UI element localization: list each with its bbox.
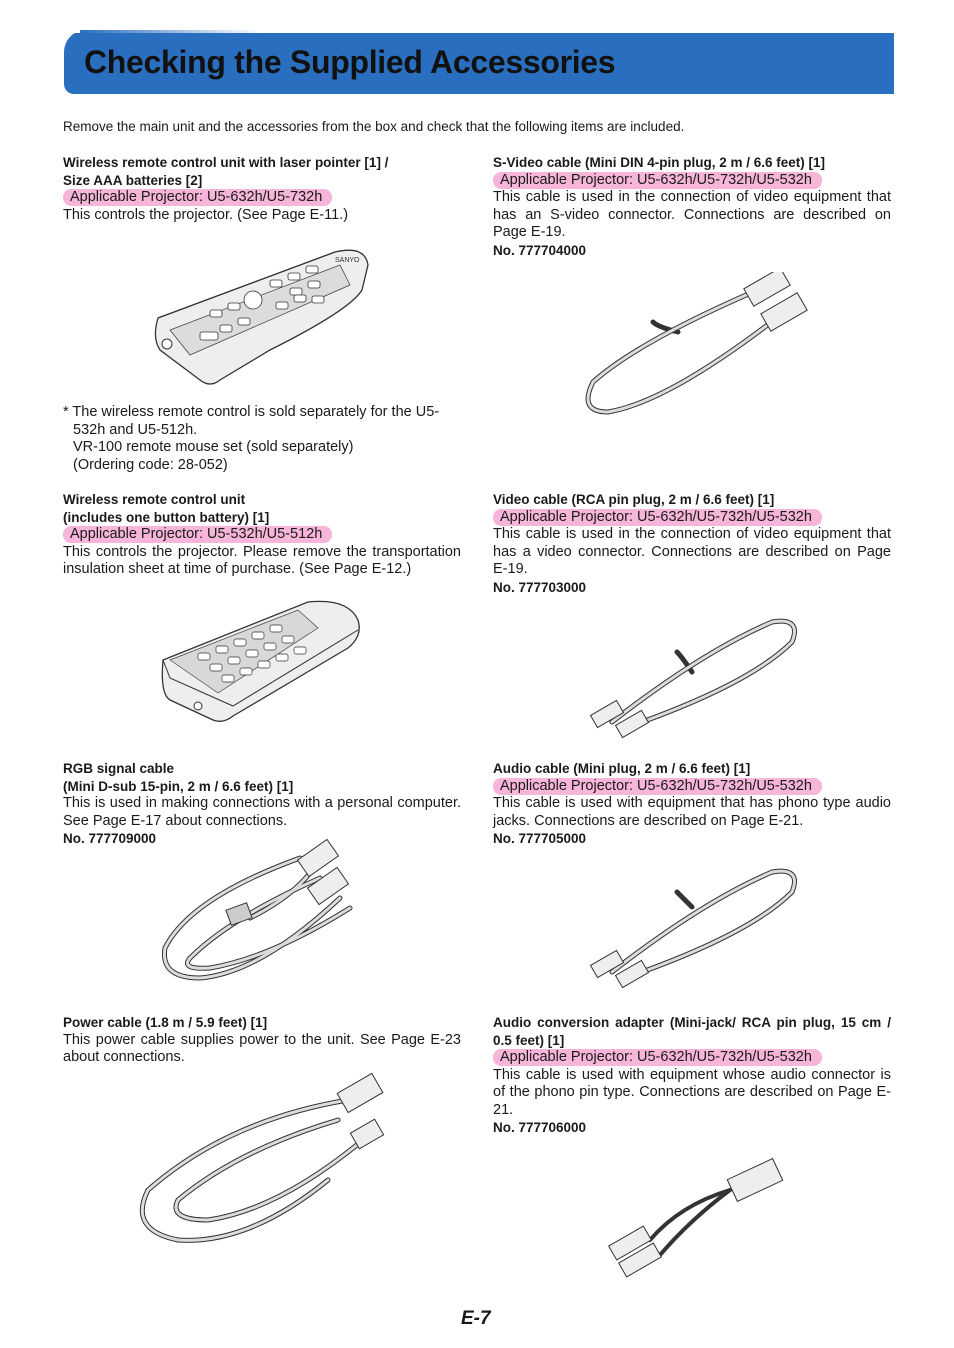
item-desc: This controls the projector. (See Page E-11.) (63, 206, 349, 223)
item-heading: S-Video cable (Mini DIN 4-pin plug, 2 m / 6.6 feet) [1] (493, 155, 826, 170)
item-desc: This power cable supplies power to the unit. See Page E-23 about connections. (63, 1031, 461, 1065)
audio-adapter-illustration (590, 1150, 795, 1280)
item-heading: Power cable (1.8 m / 5.9 feet) [1] (63, 1015, 268, 1030)
video-cable-illustration (582, 612, 802, 747)
item-desc: This cable is used with equipment that has phono type audio jacks. Connections are described on Page E-21. (493, 795, 891, 829)
part-number: No. 777705000 (493, 831, 587, 846)
item-heading: Wireless remote control unit (63, 492, 246, 507)
item-heading: Video cable (RCA pin plug, 2 m / 6.6 feet) [1] (493, 492, 775, 507)
item-desc: This is used in making connections with a personal computer. See Page E-17 about connections. (63, 795, 461, 829)
remote-laser-illustration (150, 240, 375, 395)
item-desc: This cable is used in the connection of video equipment that has an S-video connector. Connections are described on Page E-19. (493, 189, 891, 240)
item-rgb-cable (63, 760, 461, 848)
item-heading: (Mini D-sub 15-pin, 2 m / 6.6 feet) [1] (63, 778, 294, 794)
note-line: * The wireless remote control is sold separately for the U5- (63, 404, 440, 420)
item-video-cable (493, 491, 891, 596)
item-power-cable (63, 1014, 461, 1067)
applicable-tag: Applicable Projector: U5-632h/U5-732h/U5-532h (493, 172, 822, 189)
note-line: (Ordering code: 28-052) (73, 456, 228, 473)
item-remote-laser (63, 154, 461, 224)
item-audio-cable (493, 760, 891, 848)
intro-text: Remove the main unit and the accessories from the box and check that the following items are included. (63, 119, 685, 134)
page-number: E-7 (461, 1308, 491, 1329)
rgb-cable-illustration (150, 838, 370, 988)
item-svideo-cable (493, 154, 891, 259)
svg-text:SANYO: SANYO (335, 257, 360, 264)
item-heading: (includes one button battery) [1] (63, 509, 270, 525)
item-heading: Wireless remote control unit with laser pointer [1] / (63, 155, 389, 170)
applicable-tag: Applicable Projector: U5-632h/U5-732h/U5-532h (493, 1049, 822, 1066)
item-heading: Audio cable (Mini plug, 2 m / 6.6 feet) [1] (493, 761, 751, 776)
item-heading: RGB signal cable (63, 761, 175, 776)
audio-cable-illustration (582, 862, 802, 997)
part-number: No. 777703000 (493, 579, 587, 595)
item-heading: Size AAA batteries [2] (63, 172, 203, 188)
item-remote-basic (63, 491, 461, 579)
item-heading: Audio conversion adapter (Mini-jack/ RCA pin plug, 15 cm / 0.5 feet) [1] (493, 1015, 891, 1048)
item-audio-adapter (493, 1014, 891, 1137)
part-number: No. 777704000 (493, 242, 587, 258)
svideo-cable-illustration (578, 272, 808, 422)
title-rule (80, 30, 260, 33)
item-desc: This controls the projector. Please remove the transportation insulation sheet at time of purchase. (See Page E-12.) (63, 543, 461, 577)
applicable-tag: Applicable Projector: U5-632h/U5-732h/U5-532h (493, 778, 822, 795)
applicable-tag: Applicable Projector: U5-632h/U5-732h/U5-532h (493, 509, 822, 526)
applicable-tag: Applicable Projector: U5-532h/U5-512h (63, 526, 332, 543)
power-cable-illustration (128, 1070, 393, 1250)
item-desc: This cable is used in the connection of video equipment that has a video connector. Connections are described on Page E-19. (493, 526, 891, 577)
part-number: No. 777706000 (493, 1120, 587, 1135)
remote-note (63, 404, 461, 474)
page-title: Checking the Supplied Accessories (84, 44, 616, 80)
applicable-tag: Applicable Projector: U5-632h/U5-732h (63, 189, 332, 206)
note-line: 532h and U5-512h. (73, 421, 198, 438)
part-number: No. 777709000 (63, 831, 157, 846)
item-desc: This cable is used with equipment whose audio connector is of the phono pin type. Connections are described on Page E-21. (493, 1066, 891, 1118)
note-line: VR-100 remote mouse set (sold separately) (73, 439, 354, 455)
remote-basic-illustration (158, 598, 368, 728)
